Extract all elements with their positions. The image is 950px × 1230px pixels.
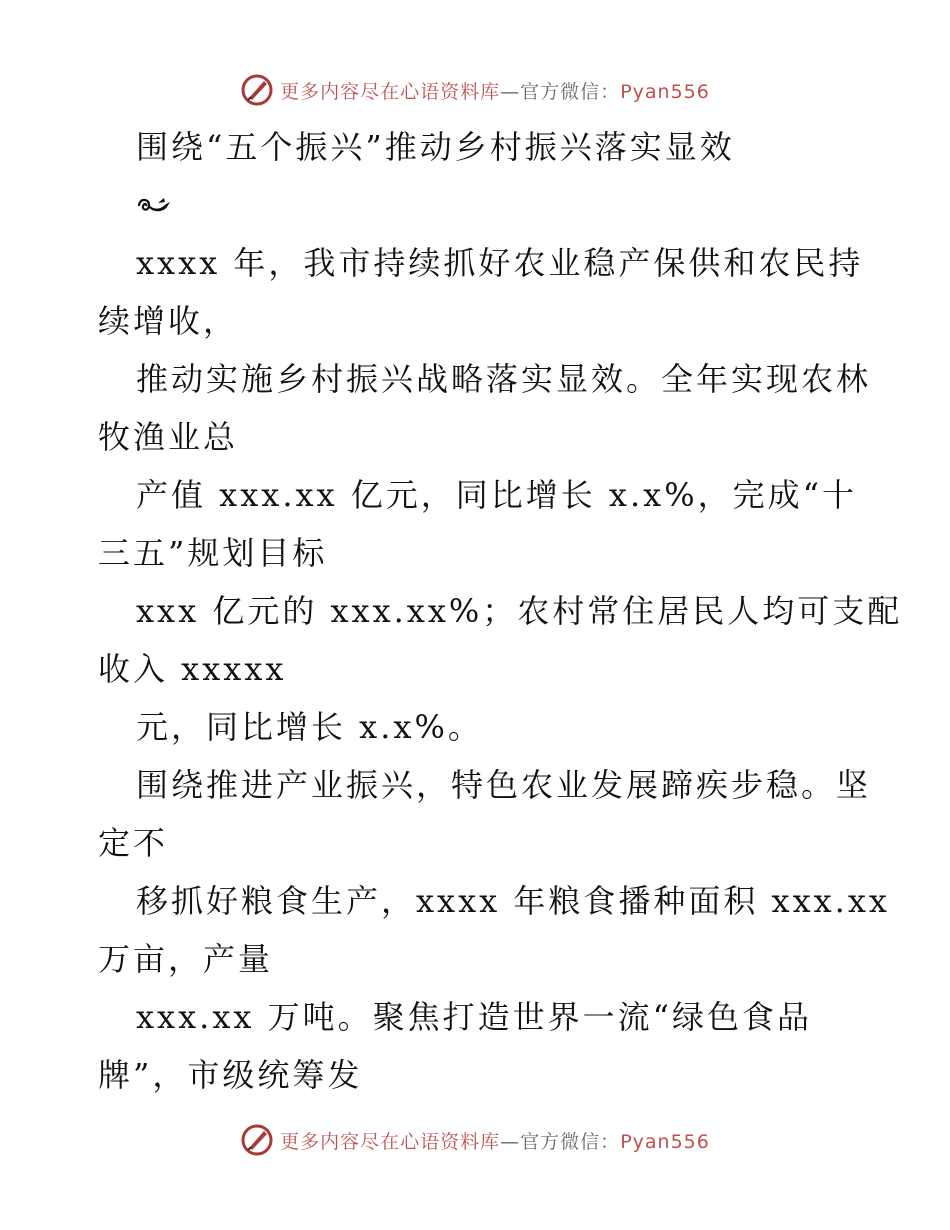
footer-watermark xyxy=(0,1120,950,1160)
watermark-wechat-id: Pyan556 xyxy=(620,1130,710,1153)
watermark-separator: — xyxy=(500,80,521,103)
text-line: 牧渔业总 xyxy=(98,418,239,456)
paragraph-lines xyxy=(98,234,903,1104)
quill-circle-icon xyxy=(240,73,274,107)
watermark-official-label: 官方微信： xyxy=(520,80,621,103)
text-line: 续增收， xyxy=(98,302,239,340)
text-line: 移抓好粮食生产，xxxx 年粮食播种面积 xxx.xx xyxy=(136,882,890,920)
text-line: xxx 亿元的 xxx.xx%；农村常住居民人均可支配 xyxy=(136,592,903,630)
flourish-icon xyxy=(136,194,172,216)
text-line: 定不 xyxy=(98,824,169,862)
watermark-brand: 更多内容尽在心语资料库 xyxy=(280,80,501,103)
text-line: 推动实施乡村振兴战略落实显效。全年实现农林 xyxy=(136,360,872,398)
watermark-text xyxy=(280,1127,710,1154)
text-line: 收入 xxxxx xyxy=(98,650,287,688)
watermark-text xyxy=(280,77,710,104)
text-line: 三五”规划目标 xyxy=(98,534,328,572)
header-watermark xyxy=(0,70,950,110)
text-line: 围绕推进产业振兴，特色农业发展蹄疾步稳。坚 xyxy=(136,766,872,804)
watermark-official-label: 官方微信： xyxy=(520,1130,621,1153)
text-line: xxx.xx 万吨。聚焦打造世界一流“绿色食品 xyxy=(136,998,812,1036)
watermark-wechat-id: Pyan556 xyxy=(620,80,710,103)
text-line: 万亩，产量 xyxy=(98,940,274,978)
text-line: 元，同比增长 x.x%。 xyxy=(136,708,483,746)
text-line: 产值 xxx.xx 亿元，同比增长 x.x%，完成“十 xyxy=(136,476,857,514)
document-body xyxy=(98,118,903,1104)
ornament-row xyxy=(98,176,858,234)
document-title: 围绕“五个振兴”推动乡村振兴落实显效 xyxy=(136,128,735,166)
watermark-separator: — xyxy=(500,1130,521,1153)
text-line: xxxx 年，我市持续抓好农业稳产保供和农民持 xyxy=(136,244,864,282)
watermark-brand: 更多内容尽在心语资料库 xyxy=(280,1130,501,1153)
quill-circle-icon xyxy=(240,1123,274,1157)
text-line: 牌”，市级统筹发 xyxy=(98,1056,363,1094)
